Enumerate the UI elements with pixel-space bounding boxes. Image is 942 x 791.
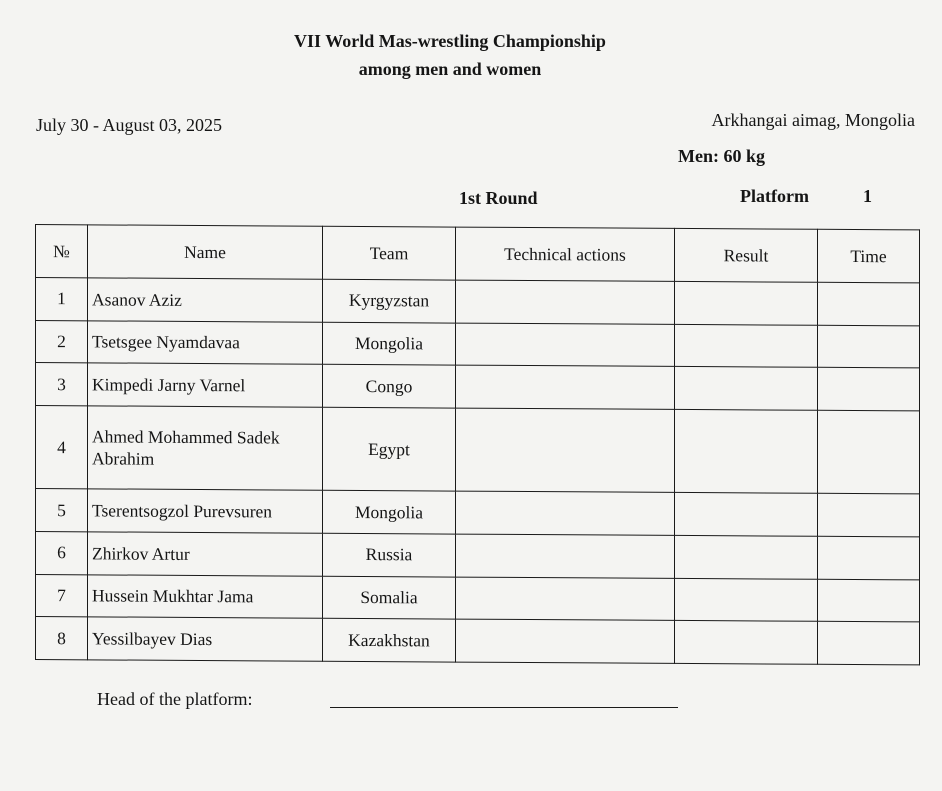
cell-team: Egypt [323, 407, 456, 491]
event-location: Arkhangai aimag, Mongolia [711, 110, 915, 130]
cell-number: 7 [36, 574, 88, 617]
cell-technical-actions [456, 619, 675, 663]
cell-technical-actions [456, 577, 675, 621]
cell-name: Ahmed Mohammed Sadek Abrahim [88, 406, 323, 491]
cell-team: Russia [323, 533, 456, 576]
cell-technical-actions [456, 491, 675, 535]
cell-time [818, 494, 920, 537]
cell-name: Kimpedi Jarny Varnel [88, 363, 323, 407]
cell-name: Asanov Aziz [88, 278, 323, 322]
document-subtitle: among men and women [358, 59, 542, 79]
cell-number: 2 [36, 320, 88, 363]
platform-number: 1 [863, 186, 872, 206]
cell-number: 5 [36, 489, 88, 532]
cell-number: 8 [36, 617, 88, 660]
cell-number: 4 [36, 405, 88, 489]
cell-team: Somalia [323, 576, 456, 619]
table-row [36, 363, 920, 411]
round-label: 1st Round [459, 188, 538, 208]
cell-time [818, 579, 920, 622]
cell-name: Yessilbayev Dias [88, 617, 323, 661]
cell-number: 6 [36, 532, 88, 575]
cell-time [818, 536, 920, 579]
table-row [36, 405, 920, 494]
cell-time [818, 410, 920, 494]
column-header-technical-actions: Technical actions [456, 227, 675, 281]
column-header-team: Team [323, 226, 456, 280]
cell-result [675, 535, 818, 579]
cell-technical-actions [456, 365, 675, 409]
head-of-platform-label: Head of the platform: [97, 689, 253, 709]
cell-result [675, 367, 818, 411]
cell-time [818, 368, 920, 411]
column-header-time: Time [818, 229, 920, 283]
cell-technical-actions [456, 323, 675, 367]
cell-result [675, 621, 818, 665]
document-title: VII World Mas-wrestling Championship [294, 31, 606, 51]
platform-label: Platform [740, 186, 809, 206]
table-row [36, 574, 920, 622]
cell-team: Kyrgyzstan [323, 279, 456, 322]
cell-time [818, 282, 920, 325]
table-row [36, 320, 920, 368]
cell-technical-actions [456, 534, 675, 578]
cell-result [675, 409, 818, 493]
cell-team: Mongolia [323, 491, 456, 534]
cell-name: Tsetsgee Nyamdavaa [88, 320, 323, 364]
cell-result [675, 324, 818, 368]
cell-team: Congo [323, 365, 456, 408]
cell-technical-actions [456, 280, 675, 324]
column-header-name: Name [88, 225, 323, 279]
column-header-result: Result [675, 228, 818, 282]
cell-team: Kazakhstan [323, 619, 456, 663]
cell-result [675, 493, 818, 537]
table-row [36, 278, 920, 326]
cell-number: 1 [36, 278, 88, 321]
cell-name: Zhirkov Artur [88, 532, 323, 576]
cell-result [675, 578, 818, 622]
cell-number: 3 [36, 363, 88, 406]
cell-name: Hussein Mukhtar Jama [88, 574, 323, 618]
cell-technical-actions [456, 408, 675, 493]
signature-line [330, 707, 678, 708]
table-header-row [36, 225, 920, 283]
cell-team: Mongolia [323, 322, 456, 365]
cell-name: Tserentsogzol Purevsuren [88, 489, 323, 533]
column-header-number: № [36, 225, 88, 278]
cell-result [675, 281, 818, 325]
table-row [36, 617, 920, 665]
cell-time [818, 325, 920, 368]
event-dates: July 30 - August 03, 2025 [36, 115, 223, 135]
table-row [36, 489, 920, 537]
table-row [36, 532, 920, 580]
weight-category: Men: 60 kg [678, 146, 765, 166]
bout-protocol-table [35, 224, 920, 665]
cell-time [818, 622, 920, 665]
